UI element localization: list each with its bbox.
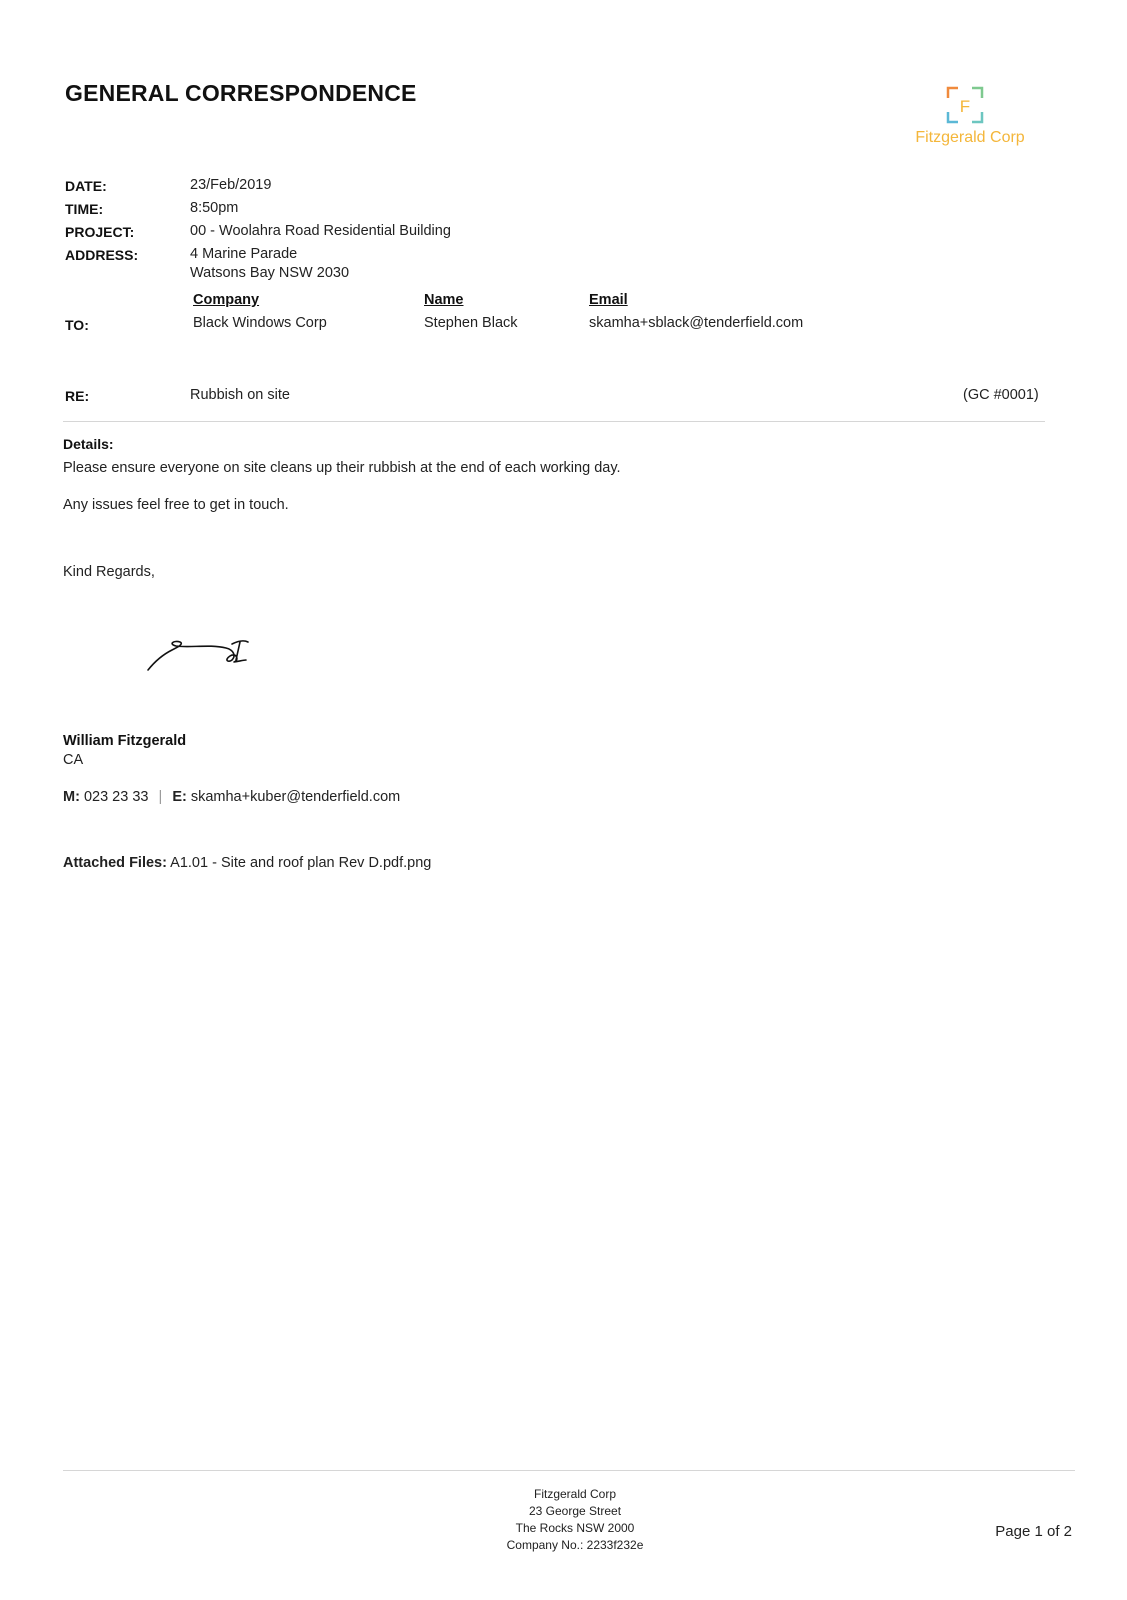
company-logo: [905, 86, 1035, 156]
email-label: E:: [172, 789, 187, 805]
attached-file-link[interactable]: A1.01 - Site and roof plan Rev D.pdf.png: [170, 855, 432, 871]
sender-name: William Fitzgerald: [63, 733, 187, 749]
details-label: Details:: [63, 436, 114, 452]
column-header-company: Company: [193, 292, 260, 308]
sender-title: CA: [63, 752, 84, 768]
re-label: RE:: [65, 388, 90, 404]
column-header-name: Name: [424, 292, 464, 308]
recipient-name: Stephen Black: [424, 315, 518, 331]
address-label: ADDRESS:: [65, 247, 139, 263]
logo-company-name: Fitzgerald Corp: [915, 129, 1025, 146]
closing: Kind Regards,: [63, 564, 155, 580]
to-label: TO:: [65, 317, 89, 333]
logo-mark-icon: [946, 86, 984, 124]
subject-divider: [63, 421, 1045, 422]
mobile-number: 023 23 33: [83, 789, 149, 805]
attachments: [63, 855, 431, 871]
document-title: GENERAL CORRESPONDENCE: [65, 80, 417, 106]
footer-company: Fitzgerald Corp: [533, 1487, 617, 1501]
subject-text: Rubbish on site: [190, 387, 290, 403]
recipient-company: Black Windows Corp: [193, 315, 327, 331]
body-paragraph-2: Any issues feel free to get in touch.: [63, 497, 289, 513]
logo-letter: F: [959, 97, 971, 116]
correspondence-reference: (GC #0001): [963, 387, 1039, 403]
signature-icon: [140, 630, 260, 680]
footer-company-number: Company No.: 2233f232e: [506, 1538, 644, 1552]
date-label: DATE:: [65, 178, 107, 194]
sender-email[interactable]: skamha+kuber@tenderfield.com: [190, 789, 401, 805]
body-paragraph-1: Please ensure everyone on site cleans up their rubbish at the end of each working day.: [63, 460, 621, 476]
recipient-email[interactable]: skamha+sblack@tenderfield.com: [589, 315, 804, 331]
attached-files-label: Attached Files:: [63, 855, 167, 871]
address-line-1: 4 Marine Parade: [190, 246, 298, 262]
contact-separator: |: [158, 789, 163, 805]
time-value: 8:50pm: [190, 200, 239, 216]
mobile-label: M:: [63, 789, 80, 805]
footer-address: [460, 1486, 690, 1554]
footer-street: 23 George Street: [528, 1504, 622, 1518]
time-label: TIME:: [65, 201, 104, 217]
date-value: 23/Feb/2019: [190, 177, 272, 193]
footer-suburb: The Rocks NSW 2000: [515, 1521, 635, 1535]
sender-contact: [63, 789, 400, 805]
project-label: PROJECT:: [65, 224, 135, 240]
project-value: 00 - Woolahra Road Residential Building: [190, 223, 451, 239]
address-line-2: Watsons Bay NSW 2030: [190, 265, 350, 281]
footer-divider: [63, 1470, 1075, 1471]
column-header-email: Email: [589, 292, 628, 308]
page-number: Page 1 of 2: [995, 1523, 1072, 1540]
